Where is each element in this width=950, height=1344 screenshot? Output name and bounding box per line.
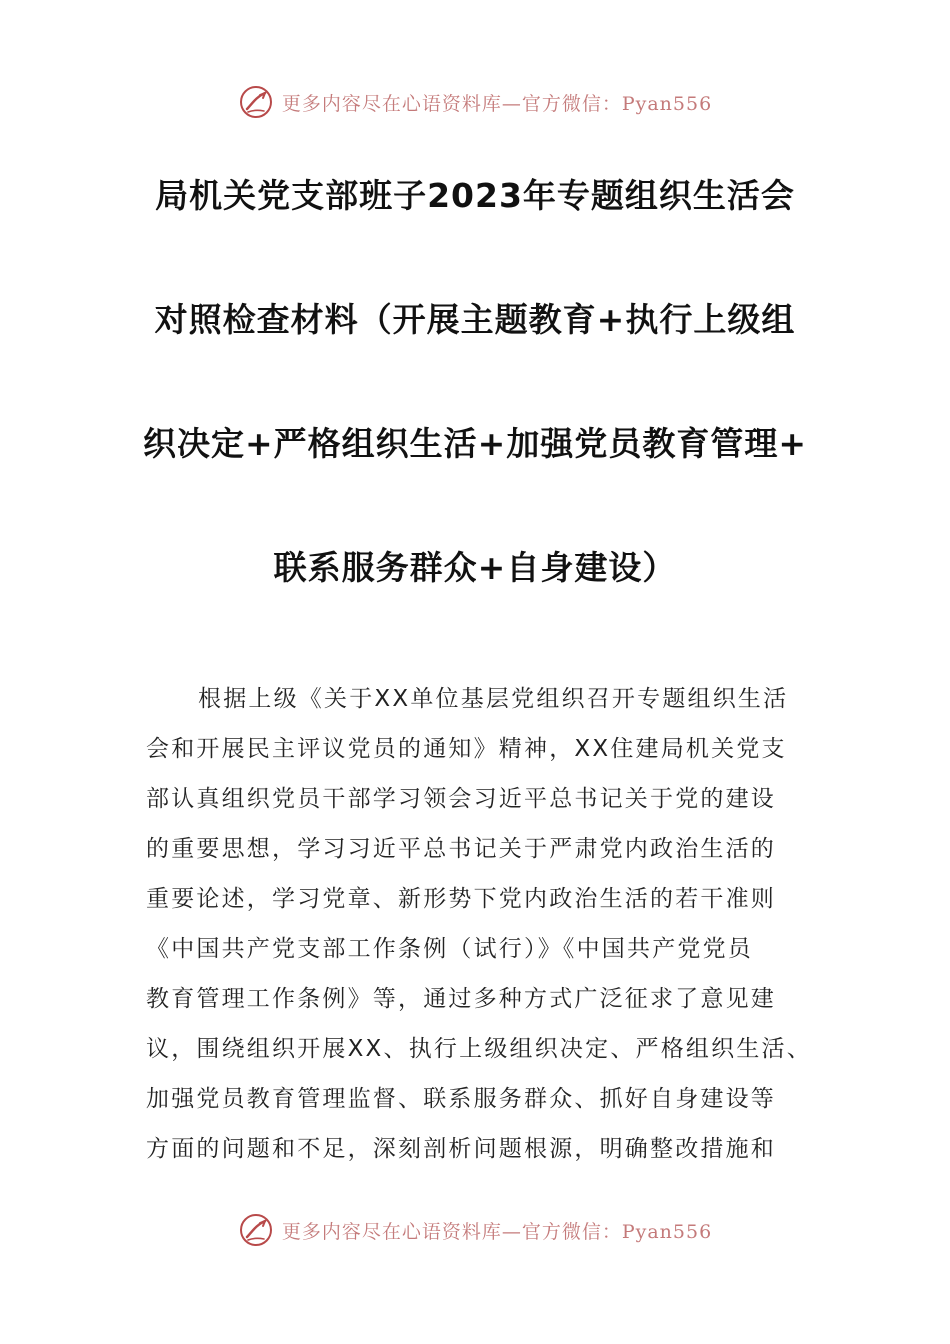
body-line: 方面的问题和不足，深刻剖析问题根源，明确整改措施和 [146,1136,776,1162]
pen-logo-icon [238,84,274,120]
title-line: 对照检查材料（开展主题教育+执行上级组 [154,300,796,339]
body-line: 会和开展民主评议党员的通知》精神，XX住建局机关党支 [146,736,787,762]
title-line: 联系服务群众+自身建设） [273,548,677,587]
body-line: 《中国共产党支部工作条例（试行）》《中国共产党党员 [146,936,753,962]
footer-banner [0,1210,950,1250]
header-banner-text: 更多内容尽在心语资料库—官方微信：Pyan556 [281,92,713,115]
title-line: 局机关党支部班子2023年专题组织生活会 [155,176,795,215]
document-body [146,674,826,1174]
document-title [120,162,830,658]
body-line: 根据上级《关于XX单位基层党组织召开专题组织生活 [198,686,789,712]
title-line: 织决定+严格组织生活+加强党员教育管理+ [143,424,807,463]
pen-logo-icon [238,1212,274,1248]
body-line: 教育管理工作条例》等，通过多种方式广泛征求了意见建 [146,986,776,1012]
body-line: 重要论述，学习党章、新形势下党内政治生活的若干准则 [146,886,776,912]
body-line: 的重要思想，学习习近平总书记关于严肃党内政治生活的 [146,836,776,862]
body-line: 部认真组织党员干部学习领会习近平总书记关于党的建设 [146,786,776,812]
footer-banner-text: 更多内容尽在心语资料库—官方微信：Pyan556 [281,1220,713,1243]
body-line: 加强党员教育管理监督、联系服务群众、抓好自身建设等 [146,1086,776,1112]
body-line: 议，围绕组织开展XX、执行上级组织决定、严格组织生活、 [146,1036,812,1062]
header-banner [0,82,950,122]
